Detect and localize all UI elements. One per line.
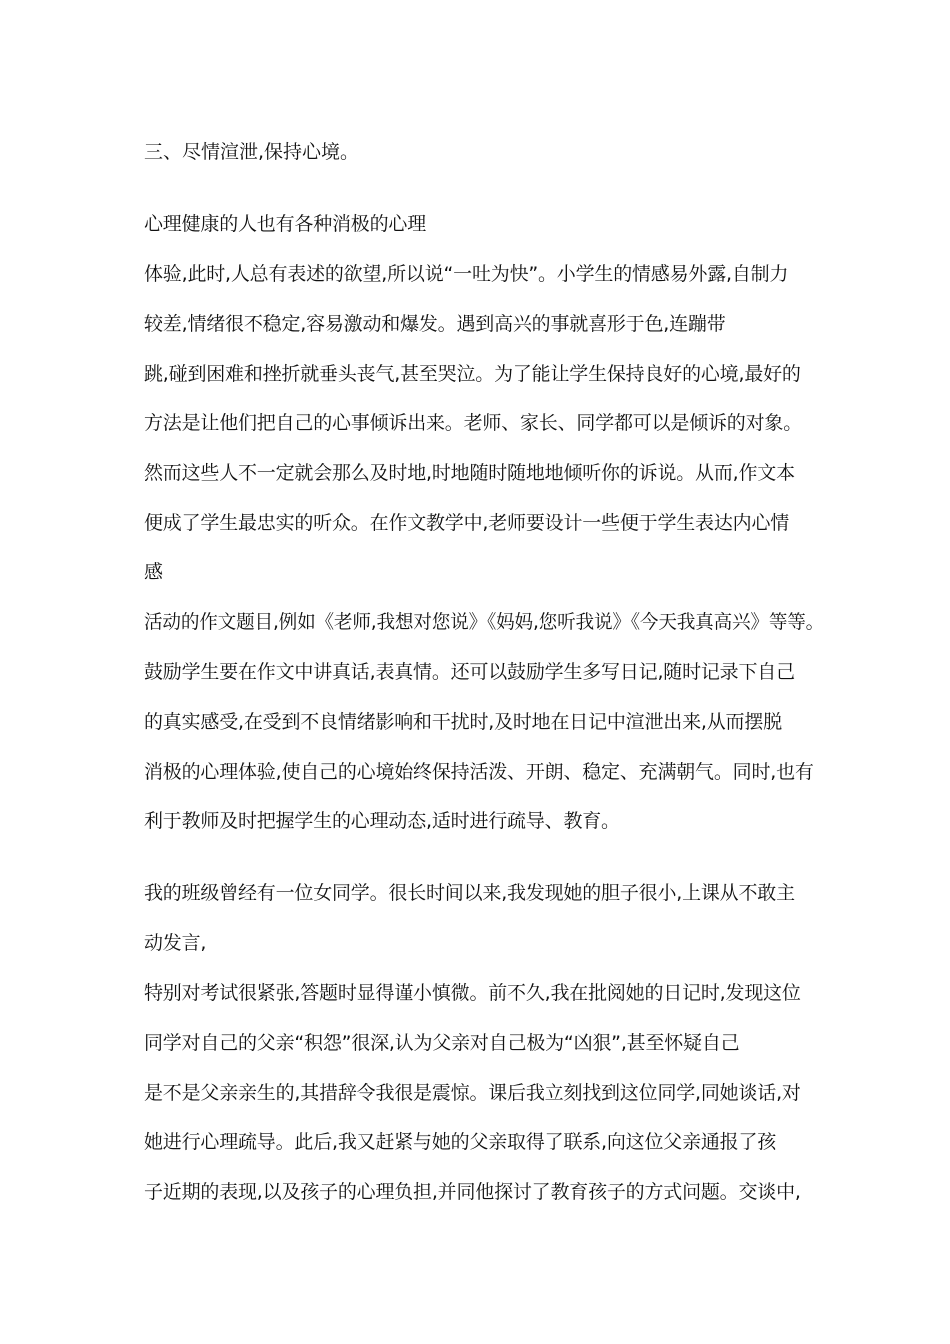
text-line: 特别对考试很紧张,答题时显得谨小慎微。前不久,我在批阅她的日记时,发现这位 [144,982,801,1004]
text-line: 便成了学生最忠实的听众。在作文教学中,老师要设计一些便于学生表达内心情 [144,512,790,534]
text-line: 我的班级曾经有一位女同学。很长时间以来,我发现她的胆子很小,上课从不敢主 [144,882,795,904]
text-line: 活动的作文题目,例如《老师,我想对您说》《妈妈,您听我说》《今天我真高兴》等等。 [144,611,825,633]
text-line: 体验,此时,人总有表述的欲望,所以说“一吐为快”。小学生的情感易外露,自制力 [144,263,789,285]
text-line: 的真实感受,在受到不良情绪影响和干扰时,及时地在日记中渲泄出来,从而摆脱 [144,711,782,733]
text-line: 心理健康的人也有各种消极的心理 [144,213,427,235]
text-line: 感 [144,561,163,583]
text-line: 动发言, [144,932,207,954]
text-line: 跳,碰到困难和挫折就垂头丧气,甚至哭泣。为了能让学生保持良好的心境,最好的 [144,363,801,385]
text-line: 同学对自己的父亲“积怨”很深,认为父亲对自己极为“凶狠”,甚至怀疑自己 [144,1032,740,1054]
section-heading: 三、尽情渲泄,保持心境。 [144,141,360,163]
text-line: 然而这些人不一定就会那么及时地,时地随时随地地倾听你的诉说。从而,作文本 [144,462,795,484]
text-line: 较差,情绪很不稳定,容易激动和爆发。遇到高兴的事就喜形于色,连蹦带 [144,313,726,335]
text-line: 消极的心理体验,使自己的心境始终保持活泼、开朗、稳定、充满朝气。同时,也有 [144,761,814,783]
text-line: 她进行心理疏导。此后,我又赶紧与她的父亲取得了联系,向这位父亲通报了孩 [144,1131,777,1153]
text-line: 鼓励学生要在作文中讲真话,表真情。还可以鼓励学生多写日记,随时记录下自己 [144,661,795,683]
text-line: 是不是父亲亲生的,其措辞令我很是震惊。课后我立刻找到这位同学,同她谈话,对 [144,1082,801,1104]
text-line: 子近期的表现,以及孩子的心理负担,并同他探讨了教育孩子的方式问题。交谈中, [144,1181,801,1203]
text-line: 利于教师及时把握学生的心理动态,适时进行疏导、教育。 [144,810,620,832]
text-line: 方法是让他们把自己的心事倾诉出来。老师、家长、同学都可以是倾诉的对象。 [144,412,803,434]
